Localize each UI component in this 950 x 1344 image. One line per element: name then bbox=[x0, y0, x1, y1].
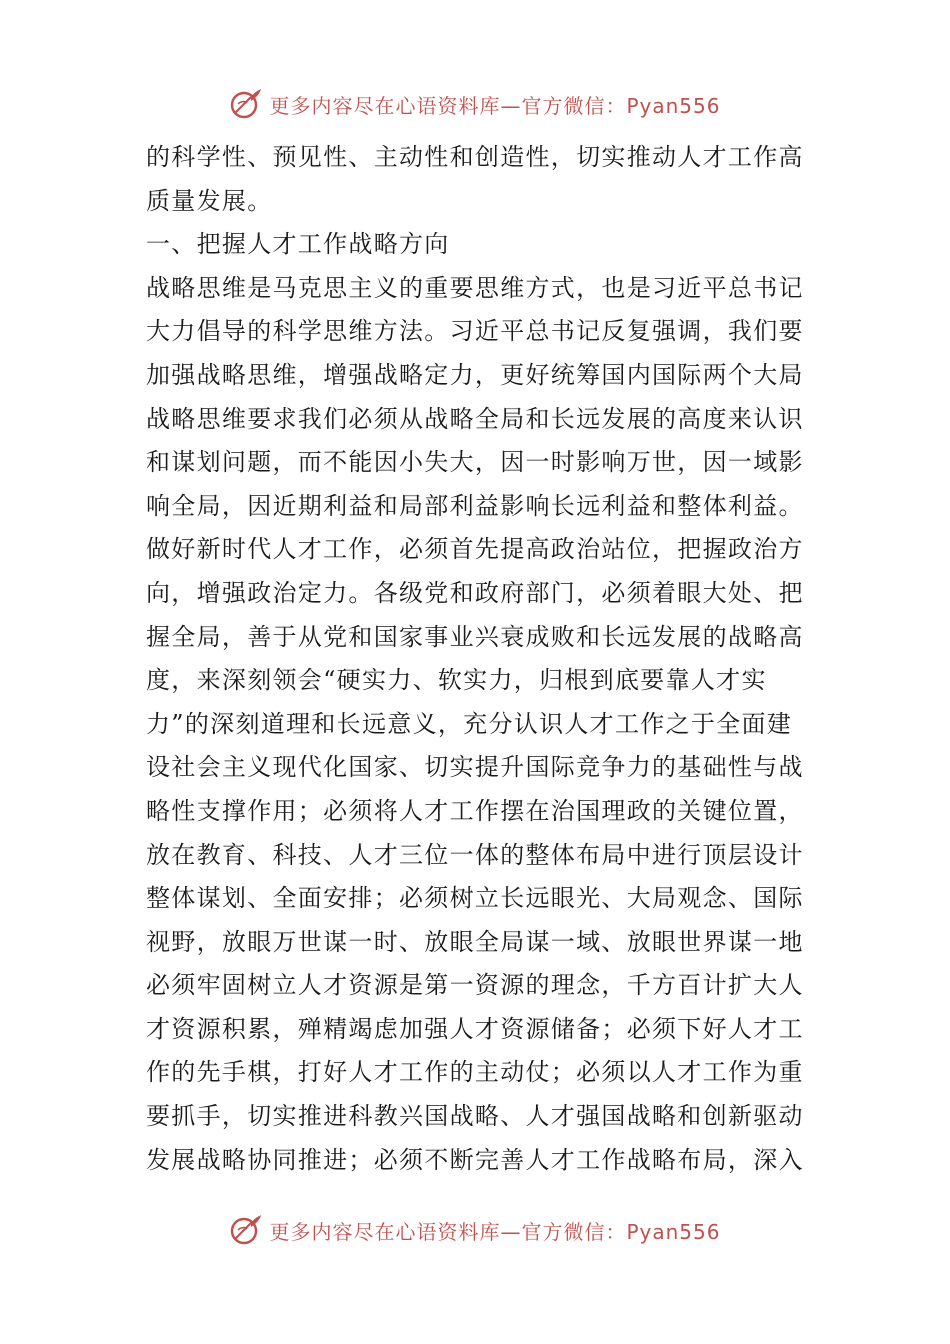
quill-logo-icon bbox=[229, 1213, 263, 1247]
text-line: 一、把握人才工作战略方向 bbox=[146, 230, 450, 259]
text-line: 做好新时代人才工作，必须首先提高政治站位，把握政治方 bbox=[146, 535, 804, 564]
text-line: 略性支撑作用；必须将人才工作摆在治国理政的关键位置， bbox=[146, 796, 804, 825]
text-line: 才资源积累，殚精竭虑加强人才资源储备；必须下好人才工 bbox=[146, 1014, 804, 1043]
text-line: 度，来深刻领会“硬实力、软实力，归根到底要靠人才实 bbox=[146, 666, 767, 695]
quill-logo-icon bbox=[229, 87, 263, 121]
text-line: 力”的深刻道理和长远意义，充分认识人才工作之于全面建 bbox=[146, 709, 793, 738]
text-line: 发展战略协同推进；必须不断完善人才工作战略布局，深入 bbox=[146, 1145, 804, 1174]
header-banner-text: 更多内容尽在心语资料库—官方微信：Pyan556 bbox=[269, 93, 721, 118]
text-line: 加强战略思维，增强战略定力，更好统筹国内国际两个大局 bbox=[146, 360, 804, 389]
text-line: 响全局，因近期利益和局部利益影响长远利益和整体利益。 bbox=[146, 491, 804, 520]
text-line: 战略思维要求我们必须从战略全局和长远发展的高度来认识 bbox=[146, 404, 804, 433]
text-line: 整体谋划、全面安排；必须树立长远眼光、大局观念、国际 bbox=[146, 884, 804, 913]
footer-banner-text: 更多内容尽在心语资料库—官方微信：Pyan556 bbox=[269, 1219, 721, 1244]
text-line: 的科学性、预见性、主动性和创造性，切实推动人才工作高 bbox=[146, 143, 804, 171]
text-line: 必须牢固树立人才资源是第一资源的理念，千方百计扩大人 bbox=[146, 971, 804, 1000]
header-banner bbox=[0, 84, 950, 124]
text-line: 质量发展。 bbox=[146, 186, 273, 215]
text-line: 要抓手，切实推进科教兴国战略、人才强国战略和创新驱动 bbox=[146, 1102, 804, 1131]
text-line: 作的先手棋，打好人才工作的主动仗；必须以人才工作为重 bbox=[146, 1058, 804, 1087]
text-line: 设社会主义现代化国家、切实提升国际竞争力的基础性与战 bbox=[146, 753, 804, 782]
footer-banner bbox=[0, 1210, 950, 1250]
text-line: 向，增强政治定力。各级党和政府部门，必须着眼大处、把 bbox=[146, 578, 804, 607]
text-line: 握全局，善于从党和国家事业兴衰成败和长远发展的战略高 bbox=[146, 622, 804, 651]
text-line: 视野，放眼万世谋一时、放眼全局谋一域、放眼世界谋一地 bbox=[146, 927, 804, 956]
text-line: 大力倡导的科学思维方法。习近平总书记反复强调，我们要 bbox=[146, 317, 804, 346]
text-line: 放在教育、科技、人才三位一体的整体布局中进行顶层设计 bbox=[146, 840, 804, 869]
text-line: 和谋划问题，而不能因小失大，因一时影响万世，因一域影 bbox=[146, 448, 804, 477]
document-body bbox=[146, 136, 816, 1182]
text-line: 战略思维是马克思主义的重要思维方式，也是习近平总书记 bbox=[146, 273, 804, 302]
